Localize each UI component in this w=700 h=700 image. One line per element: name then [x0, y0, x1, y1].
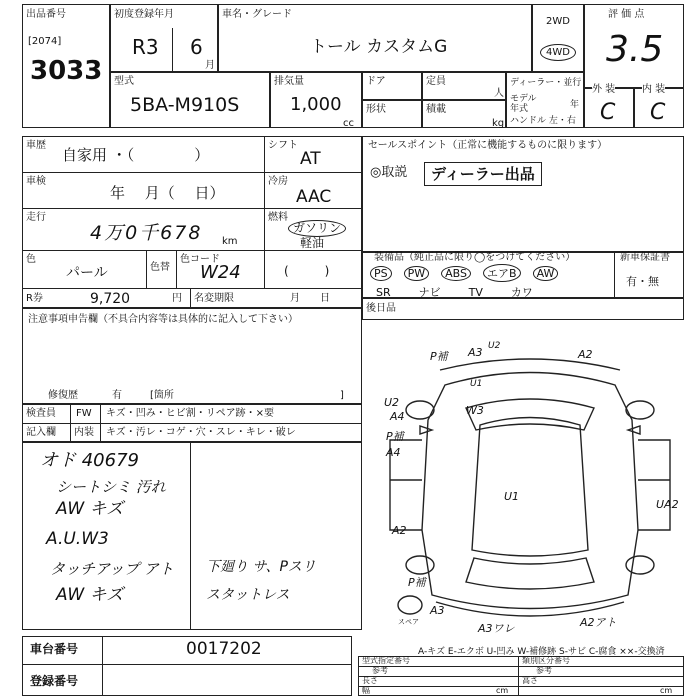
equip-tv: TV [468, 286, 483, 299]
color-code-label: 色コード [180, 254, 220, 265]
mark-a2-front-right: A2 [578, 348, 593, 361]
fuel-paren: ( ) [284, 264, 330, 278]
ac-label: 冷房 [268, 176, 288, 187]
class-no-label: 類別区分番号 [522, 656, 570, 665]
front-bumper [440, 359, 620, 370]
ref-label-right: 参考 [536, 666, 552, 675]
fuel-label: 燃料 [268, 212, 288, 223]
equip-airbag: エアB [483, 264, 521, 282]
note-aw-scratch-2: AW キズ [56, 585, 124, 605]
manual-item: ◎取説 [370, 165, 408, 180]
recycle-value: 9,720 [90, 291, 131, 307]
color-code-value: W24 [200, 262, 241, 283]
mark-ua2-right: UA2 [656, 498, 679, 511]
mark-p-repair-rear: P補 [408, 576, 426, 589]
handle-label: ハンドル 左・右 [510, 116, 576, 126]
score-label: 評 価 点 [608, 9, 645, 20]
drive-4wd-circled: 4WD [540, 44, 576, 61]
drive-2wd: 2WD [546, 16, 570, 27]
sales-box [362, 136, 684, 252]
recycle-unit: 円 [172, 293, 182, 304]
mileage-label: 走行 [26, 212, 46, 223]
capacity-unit: 人 [494, 88, 504, 99]
repair-value: 有 [112, 390, 122, 401]
shift-value: AT [300, 149, 321, 169]
fw-label: FW [76, 408, 92, 419]
mark-u1-roof: U1 [504, 490, 520, 503]
note-touchup: タッチアップ アト [50, 560, 174, 578]
inspection-value: 年 月（ 日） [110, 184, 225, 202]
shift-label: シフト [268, 140, 298, 151]
load-unit: kg [492, 118, 505, 129]
load-label: 積載 [426, 104, 446, 115]
location-label: [箇所 [150, 390, 174, 401]
mark-a4-left-1: A4 [390, 410, 405, 423]
mirror-left [420, 426, 432, 434]
first-reg-label: 初度登録年月 [114, 9, 174, 20]
warranty-value: 有・無 [626, 275, 659, 288]
first-reg-year: 6 [190, 35, 203, 59]
equip-aw: AW [533, 266, 559, 281]
equip-abs: ABS [441, 266, 471, 281]
wheel-rear-left [406, 556, 434, 574]
car-damage-diagram [370, 330, 690, 640]
first-reg-era: R3 [132, 35, 159, 59]
windshield-outline [466, 399, 594, 430]
type-label: 型式 [114, 76, 134, 87]
mark-u1-hood: U1 [470, 379, 483, 389]
exterior-label: 外 装 [592, 84, 616, 95]
title-expiry-value: 月 日 [290, 293, 330, 304]
equip-pw: PW [404, 266, 430, 281]
lot-sub: [2074] [28, 36, 62, 47]
spare-label: スペア [398, 618, 419, 626]
drive-box [532, 4, 584, 72]
note-auw3: A.U.W3 [46, 529, 109, 549]
exterior-value: C [600, 100, 616, 125]
note-odo: オド 40679 [40, 450, 139, 471]
mark-a2-trace: A2アト [580, 616, 617, 629]
color-label: 色 [26, 254, 36, 265]
mark-u2-left: U2 [384, 396, 400, 409]
month-unit: 月 [205, 60, 215, 71]
rear-window-outline [466, 558, 594, 589]
inspection-label: 車検 [26, 176, 46, 187]
mirror-right [628, 426, 640, 434]
inspector-label: 検査員 [26, 408, 56, 419]
dealer-label: ディーラー・並行 [510, 78, 582, 88]
mark-p-repair-front: P補 [430, 350, 448, 363]
fw-items: キズ・凹み・ヒビ割・リペア跡・×要 [106, 408, 274, 419]
color-change-label: 色替 [150, 262, 170, 273]
equip-ps: PS [370, 266, 392, 281]
location-close: ] [340, 390, 344, 401]
registration-label: 登録番号 [30, 674, 79, 688]
right-side-panel [638, 440, 670, 530]
mark-p-repair-left: P補 [386, 430, 404, 443]
later-box [362, 298, 684, 320]
equip-row1 [370, 264, 558, 282]
model-year-label: モデル 年式 [510, 94, 537, 114]
note-underbody: 下廻り サ、Pスリ [206, 559, 316, 575]
mark-a3-rear: A3 [430, 604, 445, 617]
damage-legend: A-キズ E-エクボ U-凹み W-補修跡 S-サビ C-腐食 ××-交換済 [418, 647, 665, 657]
mark-a3-front: A3 [468, 346, 483, 359]
score-value: 3.5 [606, 29, 664, 70]
wheel-rear-right [626, 556, 654, 574]
fuel-diesel: 軽油 [300, 236, 325, 250]
model-label: 車名・グレード [222, 9, 292, 20]
capacity-label: 定員 [426, 76, 446, 87]
cm-unit-right: cm [660, 686, 673, 695]
mileage-value: 4万0千678 [90, 222, 203, 244]
color-value: パール [66, 265, 108, 281]
equip-navi: ナビ [418, 286, 441, 299]
type-no-label: 型式指定番号 [362, 656, 410, 665]
note-aw-scratch-1: AW キズ [56, 499, 124, 519]
mark-a3-crack: A3ワレ [478, 622, 515, 635]
warranty-title: 新車保証書 [620, 252, 670, 263]
lot-number: 3033 [30, 56, 103, 86]
width-label: 幅 [362, 686, 370, 695]
equip-sr: SR [376, 286, 391, 299]
mark-w3: W3 [466, 404, 484, 417]
shape-label: 形状 [366, 104, 386, 115]
sales-title: セールスポイント（正常に機能するものに限ります） [368, 140, 608, 151]
interior-label: 内 装 [642, 84, 666, 95]
year-unit: 年 [570, 100, 580, 110]
mark-a4-left-2: A4 [386, 446, 401, 459]
mark-u2-front: U2 [488, 341, 501, 351]
car-body-outline [422, 373, 638, 609]
dealer-listed-stamp: ディーラー出品 [424, 162, 542, 186]
model-name: トール カスタムG [310, 37, 448, 57]
cm-unit-left: cm [496, 686, 509, 695]
writer-label: 記入欄 [26, 427, 56, 438]
title-expiry-label: 名変期限 [194, 293, 234, 304]
note-studless: スタットレス [206, 587, 290, 603]
chassis-label: 車台番号 [30, 642, 79, 656]
type-value: 5BA-M910S [130, 94, 240, 116]
length-label: 長さ [362, 676, 378, 685]
interior-row-label: 内装 [74, 427, 94, 438]
equip-title: 装備品（純正品に限り◯をつけてください） [374, 252, 576, 263]
wheel-front-right [626, 401, 654, 419]
fuel-gasoline-circled: ガソリン [288, 220, 346, 237]
chassis-value: 0017202 [186, 639, 262, 659]
displacement-value: 1,000 [290, 94, 342, 115]
interior-items: キズ・汚レ・コゲ・穴・スレ・キレ・破レ [106, 427, 296, 438]
door-label: ドア [366, 76, 386, 87]
car-roof-outline [472, 418, 588, 557]
displacement-unit: cc [343, 118, 354, 129]
displacement-label: 排気量 [274, 76, 304, 87]
mileage-unit: km [222, 236, 238, 247]
lot-label: 出品番号 [26, 9, 66, 20]
equip-leather: カワ [510, 286, 533, 299]
usage-label: 車歴 [26, 140, 46, 151]
mark-a2-left-rear: A2 [392, 524, 407, 537]
repair-label: 修復歴 [48, 390, 78, 401]
height-label: 高さ [522, 676, 538, 685]
wheel-front-left [406, 401, 434, 419]
interior-value: C [650, 100, 666, 125]
later-title: 後日品 [366, 303, 396, 314]
ac-value: AAC [296, 187, 332, 207]
usage-value: 自家用 ・（ ） [62, 146, 210, 164]
spare-tire [398, 596, 422, 614]
note-seat-stain: シートシミ 汚れ [56, 478, 166, 496]
notes-title: 注意事項申告欄（不具合内容等は具体的に記入して下さい） [28, 314, 298, 325]
ref-label-left: 参考 [372, 666, 388, 675]
recycle-label: R券 [26, 293, 43, 304]
